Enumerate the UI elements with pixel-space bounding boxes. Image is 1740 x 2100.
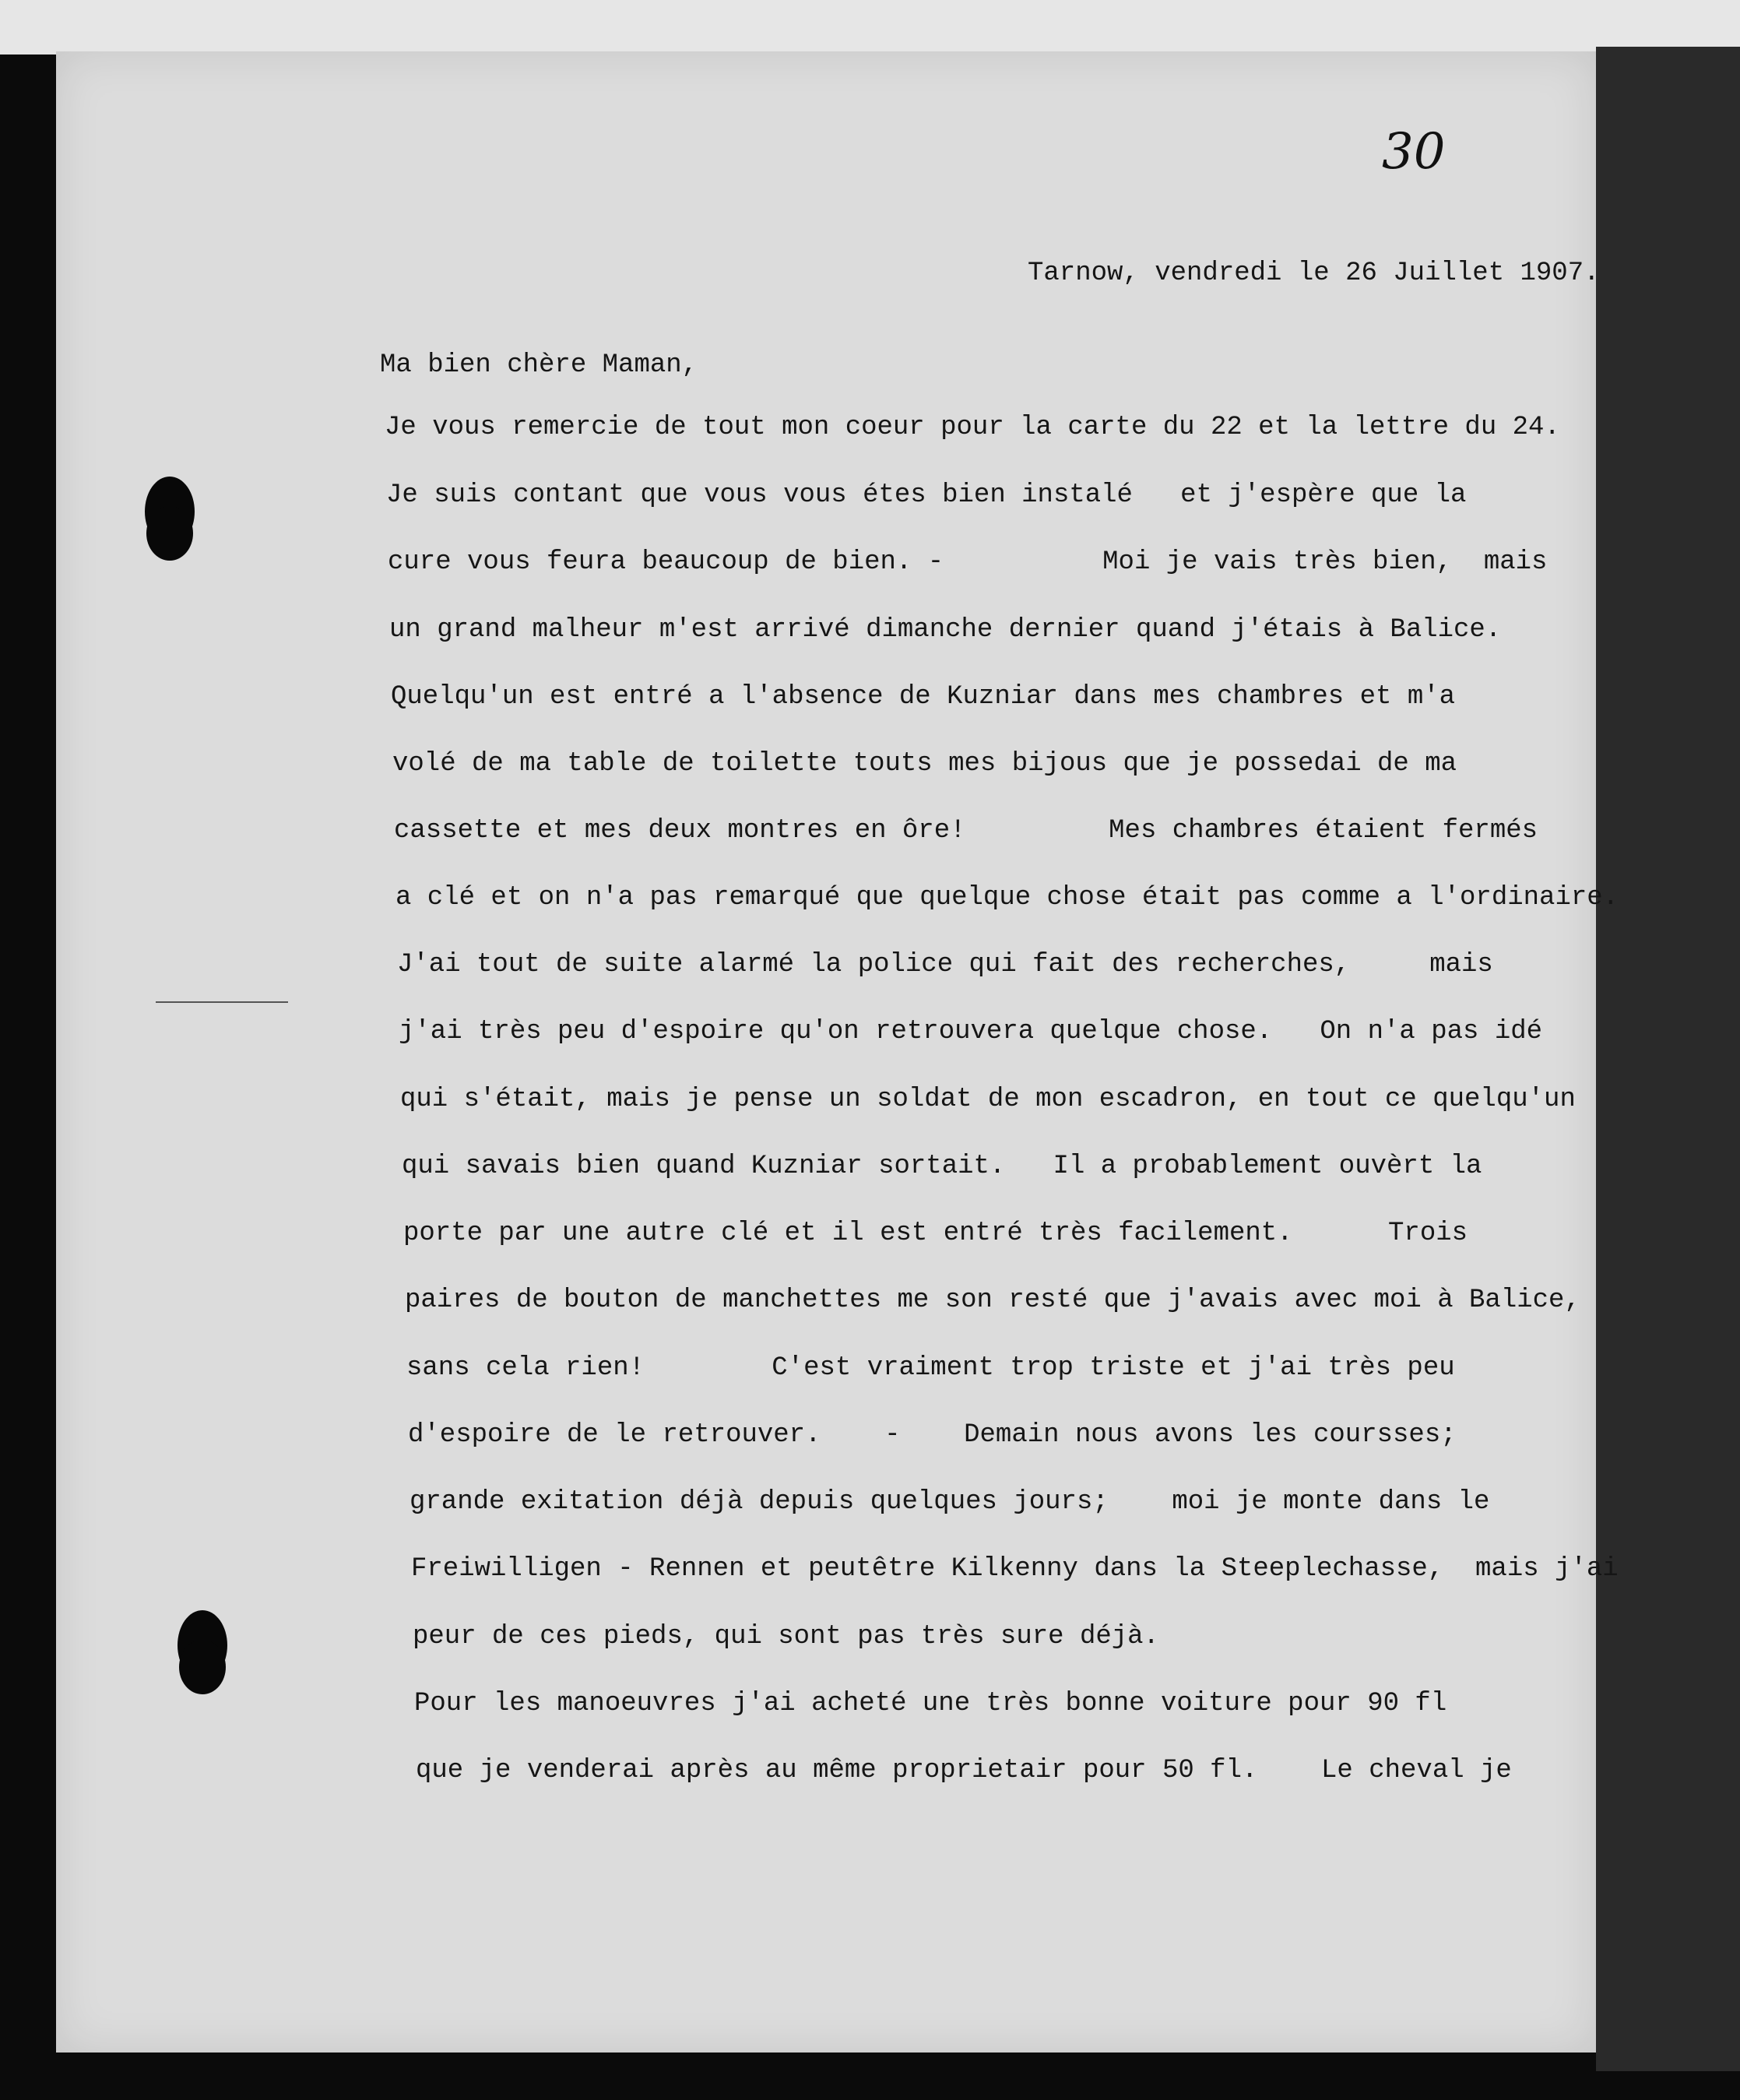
dateline: Tarnow, vendredi le 26 Juillet 1907. [1028,259,1600,288]
punch-hole-upper [145,477,195,547]
body-line: Freiwilligen - Rennen et peutêtre Kilkenny dans la Steeplechasse, mais j'ai [411,1554,1619,1584]
scan-right-edge [1596,47,1740,2071]
body-line: a clé et on n'a pas remarqué que quelque chose était pas comme a l'ordinaire. [395,883,1619,913]
punch-hole-lower [178,1610,227,1680]
body-line: qui savais bien quand Kuzniar sortait. Il a probablement ouvèrt la [402,1152,1482,1181]
body-line: sans cela rien! C'est vraiment trop triste et j'ai très peu [406,1353,1455,1383]
body-line: Quelqu'un est entré a l'absence de Kuzniar dans mes chambres et m'a [391,682,1456,712]
body-line: paires de bouton de manchettes me son resté que j'avais avec moi à Balice, [405,1286,1580,1315]
body-line: cure vous feura beaucoup de bien. - Moi je vais très bien, mais [388,547,1548,577]
body-line: qui s'était, mais je pense un soldat de mon escadron, en tout ce quelqu'un [400,1085,1576,1114]
body-line: Je suis contant que vous vous étes bien instalé et j'espère que la [386,480,1467,510]
body-line: que je venderai après au même proprietair pour 50 fl. Le cheval je [416,1756,1512,1785]
salutation: Ma bien chère Maman, [380,350,698,380]
body-line: Pour les manoeuvres j'ai acheté une très bonne voiture pour 90 fl [414,1689,1447,1718]
body-line: d'espoire de le retrouver. - Demain nous avons les coursses; [408,1420,1457,1450]
body-line: porte par une autre clé et il est entré très facilement. Trois [403,1219,1468,1248]
letter-page [56,51,1596,2053]
margin-mark [156,1001,288,1003]
page-number: 30 [1382,123,1446,181]
body-line: un grand malheur m'est arrivé dimanche dernier quand j'étais à Balice. [389,615,1502,645]
body-line: J'ai tout de suite alarmé la police qui fait des recherches, mais [397,950,1493,980]
body-line: volé de ma table de toilette touts mes bijous que je possedai de ma [392,749,1457,779]
scan-top-edge [0,0,1740,55]
body-line: peur de ces pieds, qui sont pas très sure déjà. [413,1622,1159,1652]
body-line: grande exitation déjà depuis quelques jours; moi je monte dans le [410,1487,1490,1517]
body-line: Je vous remercie de tout mon coeur pour la carte du 22 et la lettre du 24. [385,413,1560,442]
body-line: cassette et mes deux montres en ôre! Mes chambres étaient fermés [394,816,1538,846]
body-line: j'ai très peu d'espoire qu'on retrouvera quelque chose. On n'a pas idé [399,1017,1543,1046]
